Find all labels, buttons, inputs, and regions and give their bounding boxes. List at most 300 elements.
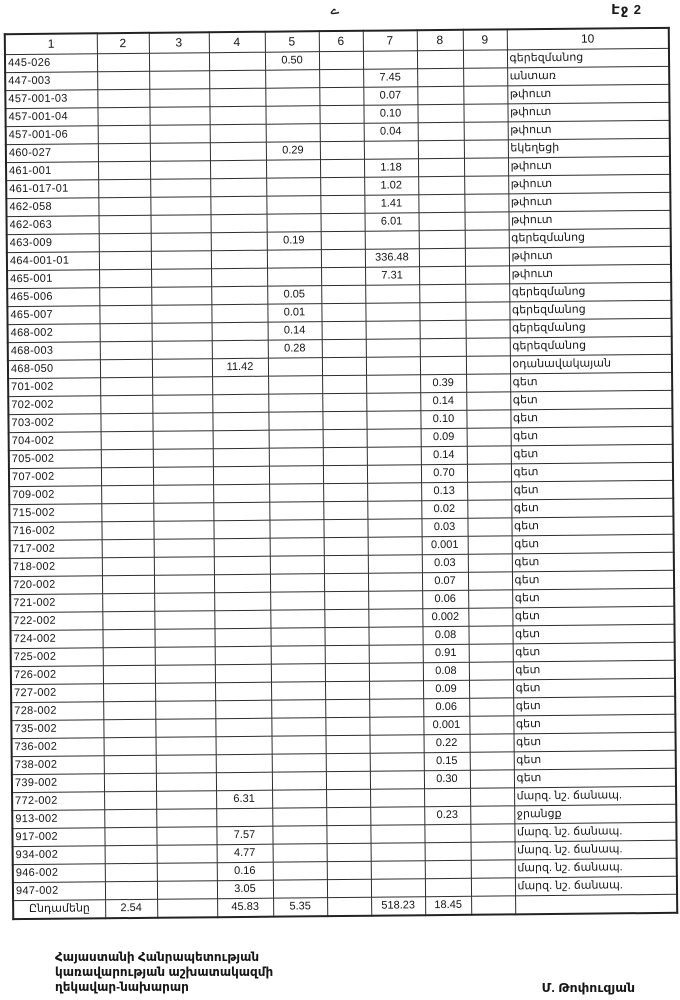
column-header-3: 3	[149, 32, 209, 53]
cell-col-4	[211, 304, 267, 323]
cell-col-9	[466, 410, 510, 428]
cell-col-6	[326, 735, 370, 753]
cell-col-9	[463, 68, 507, 86]
cell-col-5	[270, 628, 324, 647]
cell-col-5	[268, 376, 322, 395]
cell-col-7	[367, 501, 421, 520]
cell-col-5	[266, 178, 320, 197]
cell-col-8: 0.03	[421, 518, 467, 536]
land-type: թփուտ	[509, 246, 671, 266]
land-type: ջրանցք	[514, 804, 676, 824]
cell-col-2	[103, 701, 155, 719]
cell-col-5	[268, 412, 322, 431]
cell-col-3	[157, 845, 217, 864]
cell-col-7	[369, 681, 423, 700]
land-type: գետ	[512, 624, 674, 644]
cell-col-8	[419, 230, 465, 248]
cell-col-2	[105, 881, 157, 899]
land-type: գետ	[513, 678, 675, 698]
cell-col-6	[322, 357, 366, 375]
parcel-code: 468-003	[8, 342, 100, 361]
cell-col-7	[370, 771, 424, 790]
land-type: գետ	[513, 714, 675, 734]
cell-col-9	[470, 824, 514, 842]
parcel-code: 460-027	[6, 144, 98, 163]
cell-col-3	[154, 611, 214, 630]
land-type	[515, 894, 677, 914]
cell-col-9	[463, 104, 507, 122]
cell-col-4	[211, 268, 267, 287]
parcel-code: 465-006	[7, 288, 99, 307]
cell-col-9	[467, 518, 511, 536]
cell-col-4	[211, 250, 267, 269]
cell-col-8: 0.08	[422, 626, 468, 644]
cell-col-5	[267, 214, 321, 233]
cell-col-8	[417, 50, 463, 68]
parcel-code: 702-002	[8, 396, 100, 415]
cell-col-4	[215, 646, 271, 665]
cell-col-5	[271, 646, 325, 665]
land-type: գետ	[512, 588, 674, 608]
cell-col-2	[100, 341, 152, 359]
cell-col-8	[418, 140, 464, 158]
cell-col-2	[104, 737, 156, 755]
cell-col-9	[466, 338, 510, 356]
cell-col-2	[101, 449, 153, 467]
cell-col-2	[98, 161, 150, 179]
cell-col-2	[103, 647, 155, 665]
land-type: գետ	[510, 390, 672, 410]
cell-col-7	[365, 303, 419, 322]
cell-col-4	[209, 70, 265, 89]
cell-col-2	[101, 503, 153, 521]
land-type: գետ	[514, 750, 676, 770]
cell-col-4	[212, 376, 268, 395]
cell-col-3	[152, 413, 212, 432]
parcel-code: 726-002	[11, 666, 103, 685]
land-type: գետ	[510, 372, 672, 392]
cell-col-9	[468, 608, 512, 626]
land-type: գետ	[512, 606, 674, 626]
land-type: մարզ. նշ. ճանապ.	[515, 858, 677, 878]
cell-col-4	[210, 124, 266, 143]
land-type: մարզ. նշ. ճանապ.	[515, 840, 677, 860]
parcel-code: 445-026	[5, 54, 97, 73]
cell-col-6	[320, 141, 364, 159]
cell-col-6	[323, 501, 367, 519]
cell-col-5: 0.05	[267, 286, 321, 305]
parcel-code: 738-002	[12, 756, 104, 775]
cell-col-6	[319, 87, 363, 105]
land-type: գերեզմանոց	[507, 48, 669, 68]
cell-col-9	[470, 752, 514, 770]
table-body	[5, 48, 677, 919]
cell-col-2	[99, 233, 151, 251]
cell-col-4	[214, 538, 270, 557]
land-type: գետ	[514, 732, 676, 752]
cell-col-4: 11.42	[212, 358, 268, 377]
cell-col-7	[366, 375, 420, 394]
cell-col-3	[154, 629, 214, 648]
cell-col-8: 0.91	[423, 644, 469, 662]
land-type: գետ	[510, 408, 672, 428]
cell-col-6	[326, 771, 370, 789]
parcel-code: 715-002	[9, 504, 101, 523]
cell-col-3	[155, 665, 215, 684]
cell-col-8: 0.09	[423, 680, 469, 698]
cell-col-6	[322, 375, 366, 393]
cell-col-2	[104, 827, 156, 845]
cell-col-3	[156, 773, 216, 792]
cell-col-6	[323, 519, 367, 537]
cell-col-3	[156, 791, 216, 810]
cell-col-3	[149, 89, 209, 108]
cell-col-8: 0.002	[422, 608, 468, 626]
cell-col-2	[102, 539, 154, 557]
parcel-code: 703-002	[8, 414, 100, 433]
cell-col-5	[270, 556, 324, 575]
cell-col-8: 0.22	[424, 734, 470, 752]
cell-col-2	[101, 467, 153, 485]
parcel-code: 464-001-01	[7, 252, 99, 271]
cell-col-2	[98, 179, 150, 197]
cell-col-6	[319, 51, 363, 69]
cell-col-9	[467, 500, 511, 518]
cell-col-7	[368, 591, 422, 610]
cell-col-7: 1.18	[364, 159, 418, 178]
cell-col-3	[157, 881, 217, 900]
cell-col-5	[271, 700, 325, 719]
cell-col-8	[424, 788, 470, 806]
parcel-code: 917-002	[12, 828, 104, 847]
cell-col-6	[321, 213, 365, 231]
cell-col-9	[466, 374, 510, 392]
cell-col-7	[366, 393, 420, 412]
cell-col-7	[369, 645, 423, 664]
column-header-10: 10	[507, 28, 669, 50]
parcel-code: 462-063	[7, 216, 99, 235]
cell-col-9	[466, 320, 510, 338]
cell-col-2: 2.54	[105, 899, 157, 918]
parcel-code: 447-003	[5, 72, 97, 91]
cell-col-8: 0.08	[423, 662, 469, 680]
cell-col-3	[157, 899, 217, 918]
cell-col-9	[471, 842, 515, 860]
cell-col-2	[97, 89, 149, 107]
parcel-code: 772-002	[12, 792, 104, 811]
cell-col-6	[320, 195, 364, 213]
cell-col-8: 0.39	[420, 374, 466, 392]
cell-col-7	[364, 141, 418, 160]
cell-col-3	[149, 53, 209, 72]
cell-col-5	[272, 826, 326, 845]
parcel-code: 721-002	[10, 594, 102, 613]
cell-col-9	[467, 482, 511, 500]
cell-col-5	[266, 196, 320, 215]
cell-col-5	[271, 718, 325, 737]
total-label: Ընդամենը	[13, 900, 105, 919]
cell-col-7	[366, 321, 420, 340]
cell-col-2	[101, 485, 153, 503]
column-header-1: 1	[5, 33, 97, 54]
cell-col-8: 0.10	[420, 410, 466, 428]
land-type: թփուտ	[508, 174, 670, 194]
cell-col-9	[469, 662, 513, 680]
cell-col-5	[269, 520, 323, 539]
cell-col-8	[425, 878, 471, 896]
cell-col-5	[272, 736, 326, 755]
cell-col-5	[265, 88, 319, 107]
cell-col-9	[469, 716, 513, 734]
cell-col-3	[149, 107, 209, 126]
column-header-7: 7	[363, 30, 417, 51]
cell-col-6	[323, 483, 367, 501]
cell-col-7	[367, 429, 421, 448]
cell-col-6	[321, 285, 365, 303]
parcel-code: 717-002	[10, 540, 102, 559]
cell-col-8	[420, 338, 466, 356]
cell-col-5: 0.29	[266, 142, 320, 161]
cell-col-2	[99, 215, 151, 233]
cell-col-8: 0.14	[420, 392, 466, 410]
parcel-code: 735-002	[11, 720, 103, 739]
cell-col-8	[420, 320, 466, 338]
cell-col-5	[273, 880, 327, 899]
cell-col-4	[209, 106, 265, 125]
cell-col-6	[327, 897, 371, 916]
footer-org-line-1: Հայաստանի Հանրապետության	[55, 950, 260, 964]
cell-col-8: 0.15	[424, 752, 470, 770]
column-header-2: 2	[97, 33, 149, 54]
cell-col-6	[320, 159, 364, 177]
cell-col-3	[155, 701, 215, 720]
cell-col-4	[213, 520, 269, 539]
cell-col-4	[215, 682, 271, 701]
cell-col-5	[267, 250, 321, 269]
cell-col-9	[469, 680, 513, 698]
cell-col-7: 1.02	[364, 177, 418, 196]
parcel-code: 461-017-01	[6, 180, 98, 199]
parcel-code: 705-002	[9, 450, 101, 469]
cell-col-5: 0.14	[268, 322, 322, 341]
land-type: գերեզմանոց	[509, 228, 671, 248]
cell-col-8: 0.09	[421, 428, 467, 446]
cell-col-6	[321, 267, 365, 285]
cell-col-6	[322, 339, 366, 357]
cell-col-2	[100, 359, 152, 377]
cell-col-5	[269, 430, 323, 449]
land-type: թփուտ	[508, 120, 670, 140]
cell-col-3	[151, 269, 211, 288]
cell-col-8	[417, 104, 463, 122]
cell-col-9	[464, 176, 508, 194]
land-type: գետ	[513, 660, 675, 680]
cell-col-6	[325, 699, 369, 717]
cell-col-7	[370, 753, 424, 772]
cell-col-3	[151, 251, 211, 270]
cell-col-7	[369, 663, 423, 682]
cell-col-3	[156, 737, 216, 756]
cell-col-4	[211, 214, 267, 233]
cell-col-3	[154, 557, 214, 576]
land-type: գետ	[514, 768, 676, 788]
cell-col-2	[104, 755, 156, 773]
land-type: գետ	[512, 570, 674, 590]
column-header-5: 5	[265, 31, 319, 52]
cell-col-7	[366, 357, 420, 376]
cell-col-5	[272, 772, 326, 791]
column-header-4: 4	[209, 32, 265, 53]
cell-col-4	[215, 700, 271, 719]
parcel-code: 722-002	[10, 612, 102, 631]
cell-col-7	[367, 447, 421, 466]
cell-col-9	[464, 194, 508, 212]
parcel-code: 468-002	[8, 324, 100, 343]
cell-col-6	[322, 393, 366, 411]
cell-col-7	[368, 555, 422, 574]
signature-name: Մ. Թոփուզյան	[541, 981, 635, 995]
cell-col-2	[98, 125, 150, 143]
cell-col-9	[469, 644, 513, 662]
cell-col-4	[216, 808, 272, 827]
cell-col-5	[273, 844, 327, 863]
cell-col-8	[419, 284, 465, 302]
cell-col-6	[326, 825, 370, 843]
cell-col-7: 1.41	[364, 195, 418, 214]
cell-col-8: 0.14	[421, 446, 467, 464]
cell-col-9	[467, 428, 511, 446]
cell-col-6	[321, 231, 365, 249]
footer-org-line-2: կառավարության աշխատակազմի	[55, 965, 274, 979]
land-type: եկեղեցի	[508, 138, 670, 158]
cell-col-8: 18.45	[425, 896, 471, 915]
column-header-9: 9	[463, 29, 507, 50]
parcel-code: 461-001	[6, 162, 98, 181]
cell-col-4	[210, 178, 266, 197]
cell-col-2	[101, 431, 153, 449]
cell-col-4	[215, 664, 271, 683]
cell-col-7	[365, 231, 419, 250]
cell-col-6	[325, 717, 369, 735]
cell-col-3	[154, 593, 214, 612]
land-type: թփուտ	[508, 210, 670, 230]
cell-col-7	[369, 717, 423, 736]
cell-col-2	[100, 323, 152, 341]
cell-col-6	[324, 609, 368, 627]
cell-col-9	[469, 698, 513, 716]
cell-col-7	[363, 51, 417, 70]
land-type: թփուտ	[508, 192, 670, 212]
cell-col-9	[468, 572, 512, 590]
cell-col-7: 7.45	[363, 69, 417, 88]
cell-col-3	[152, 323, 212, 342]
land-type: գետ	[511, 444, 673, 464]
parcel-code: 947-002	[13, 882, 105, 901]
cell-col-8: 0.70	[421, 464, 467, 482]
cell-col-7	[368, 609, 422, 628]
cell-col-6	[323, 447, 367, 465]
cell-col-7: 0.04	[364, 123, 418, 142]
cell-col-4	[216, 772, 272, 791]
cell-col-3	[151, 287, 211, 306]
parcel-code: 728-002	[11, 702, 103, 721]
cell-col-2	[104, 773, 156, 791]
land-type: գետ	[511, 516, 673, 536]
cell-col-5	[271, 664, 325, 683]
cell-col-5	[267, 268, 321, 287]
parcel-code: 709-002	[9, 486, 101, 505]
land-type: գերեզմանոց	[510, 336, 672, 356]
cell-col-8: 0.07	[422, 572, 468, 590]
cell-col-4	[213, 502, 269, 521]
cell-col-6	[324, 591, 368, 609]
cell-col-5	[266, 124, 320, 143]
cell-col-7	[370, 789, 424, 808]
cell-col-8	[419, 248, 465, 266]
cell-col-2	[100, 377, 152, 395]
cell-col-6	[327, 861, 371, 879]
cell-col-2	[98, 143, 150, 161]
cell-col-4: 7.57	[216, 826, 272, 845]
cell-col-9	[470, 734, 514, 752]
cell-col-7: 0.10	[363, 105, 417, 124]
cell-col-5	[265, 70, 319, 89]
cell-col-4	[213, 466, 269, 485]
cell-col-5	[265, 106, 319, 125]
land-type: օդանավակայան	[510, 354, 672, 374]
cell-col-2	[97, 71, 149, 89]
cell-col-8: 0.30	[424, 770, 470, 788]
cell-col-5	[272, 790, 326, 809]
cell-col-8	[419, 266, 465, 284]
parcel-code: 727-002	[11, 684, 103, 703]
cell-col-6	[325, 663, 369, 681]
cell-col-6	[319, 69, 363, 87]
cell-col-7	[370, 735, 424, 754]
parcel-code: 468-050	[8, 360, 100, 379]
cell-col-4	[214, 628, 270, 647]
cell-col-5: 0.50	[265, 52, 319, 71]
cell-col-3	[150, 143, 210, 162]
cell-col-9	[467, 464, 511, 482]
cell-col-7	[366, 339, 420, 358]
cell-col-9	[463, 50, 507, 68]
cell-col-3	[153, 449, 213, 468]
cell-col-8: 0.06	[422, 590, 468, 608]
cell-col-7	[367, 483, 421, 502]
cell-col-2	[102, 593, 154, 611]
cell-col-3	[152, 341, 212, 360]
pen-mark: ے	[328, 0, 341, 19]
cell-col-3	[153, 503, 213, 522]
cell-col-5	[271, 682, 325, 701]
cell-col-4	[211, 286, 267, 305]
cell-col-8	[419, 212, 465, 230]
cell-col-4: 4.77	[217, 844, 273, 863]
cell-col-6	[324, 627, 368, 645]
cell-col-8: 0.23	[424, 806, 470, 824]
cell-col-3	[156, 809, 216, 828]
land-parcel-table	[4, 27, 678, 920]
cell-col-4	[214, 610, 270, 629]
cell-col-3	[150, 197, 210, 216]
parcel-code: 716-002	[9, 522, 101, 541]
parcel-code: 463-009	[7, 234, 99, 253]
cell-col-8	[420, 356, 466, 374]
cell-col-7: 0.07	[363, 87, 417, 106]
land-type: գետ	[511, 498, 673, 518]
cell-col-3	[156, 755, 216, 774]
